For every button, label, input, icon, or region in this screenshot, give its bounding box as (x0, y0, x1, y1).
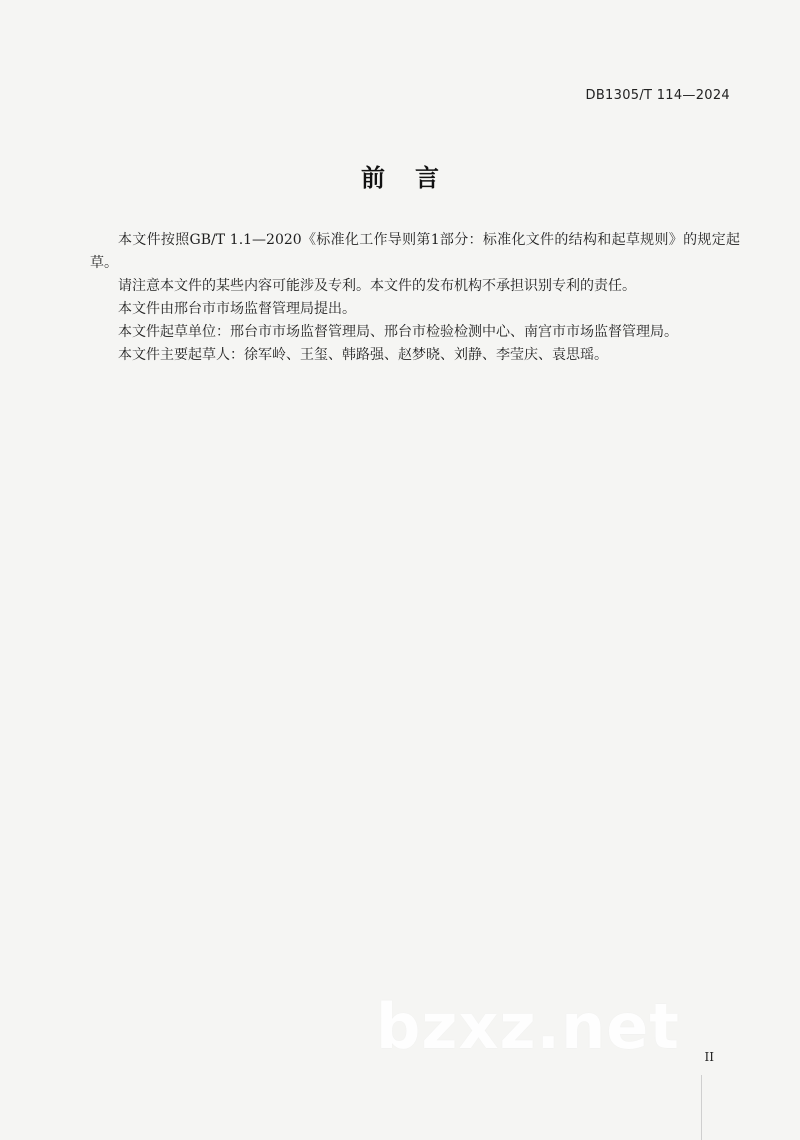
paragraph-drafting-rules: 本文件按照GB/T 1.1—2020《标准化工作导则第1部分：标准化文件的结构和起草规则》的规定起草。 (90, 232, 740, 271)
paragraph-proposer: 本文件由邢台市市场监督管理局提出。 (118, 301, 356, 317)
scan-edge-line (701, 1075, 702, 1140)
page-number: II (704, 1050, 714, 1064)
paragraph-drafting-units: 本文件起草单位：邢台市市场监督管理局、邢台市检验检测中心、南宫市市场监督管理局。 (118, 324, 678, 340)
document-code: DB1305/T 114—2024 (585, 88, 730, 103)
foreword-body (90, 229, 740, 367)
paragraph-patent-notice: 请注意本文件的某些内容可能涉及专利。本文件的发布机构不承担识别专利的责任。 (118, 278, 636, 294)
paragraph-drafters: 本文件主要起草人：徐军岭、王玺、韩路强、赵梦晓、刘静、李莹庆、袁思瑶。 (118, 347, 608, 363)
watermark: bzxz.net (376, 990, 680, 1063)
page-title: 前言 (361, 164, 469, 192)
